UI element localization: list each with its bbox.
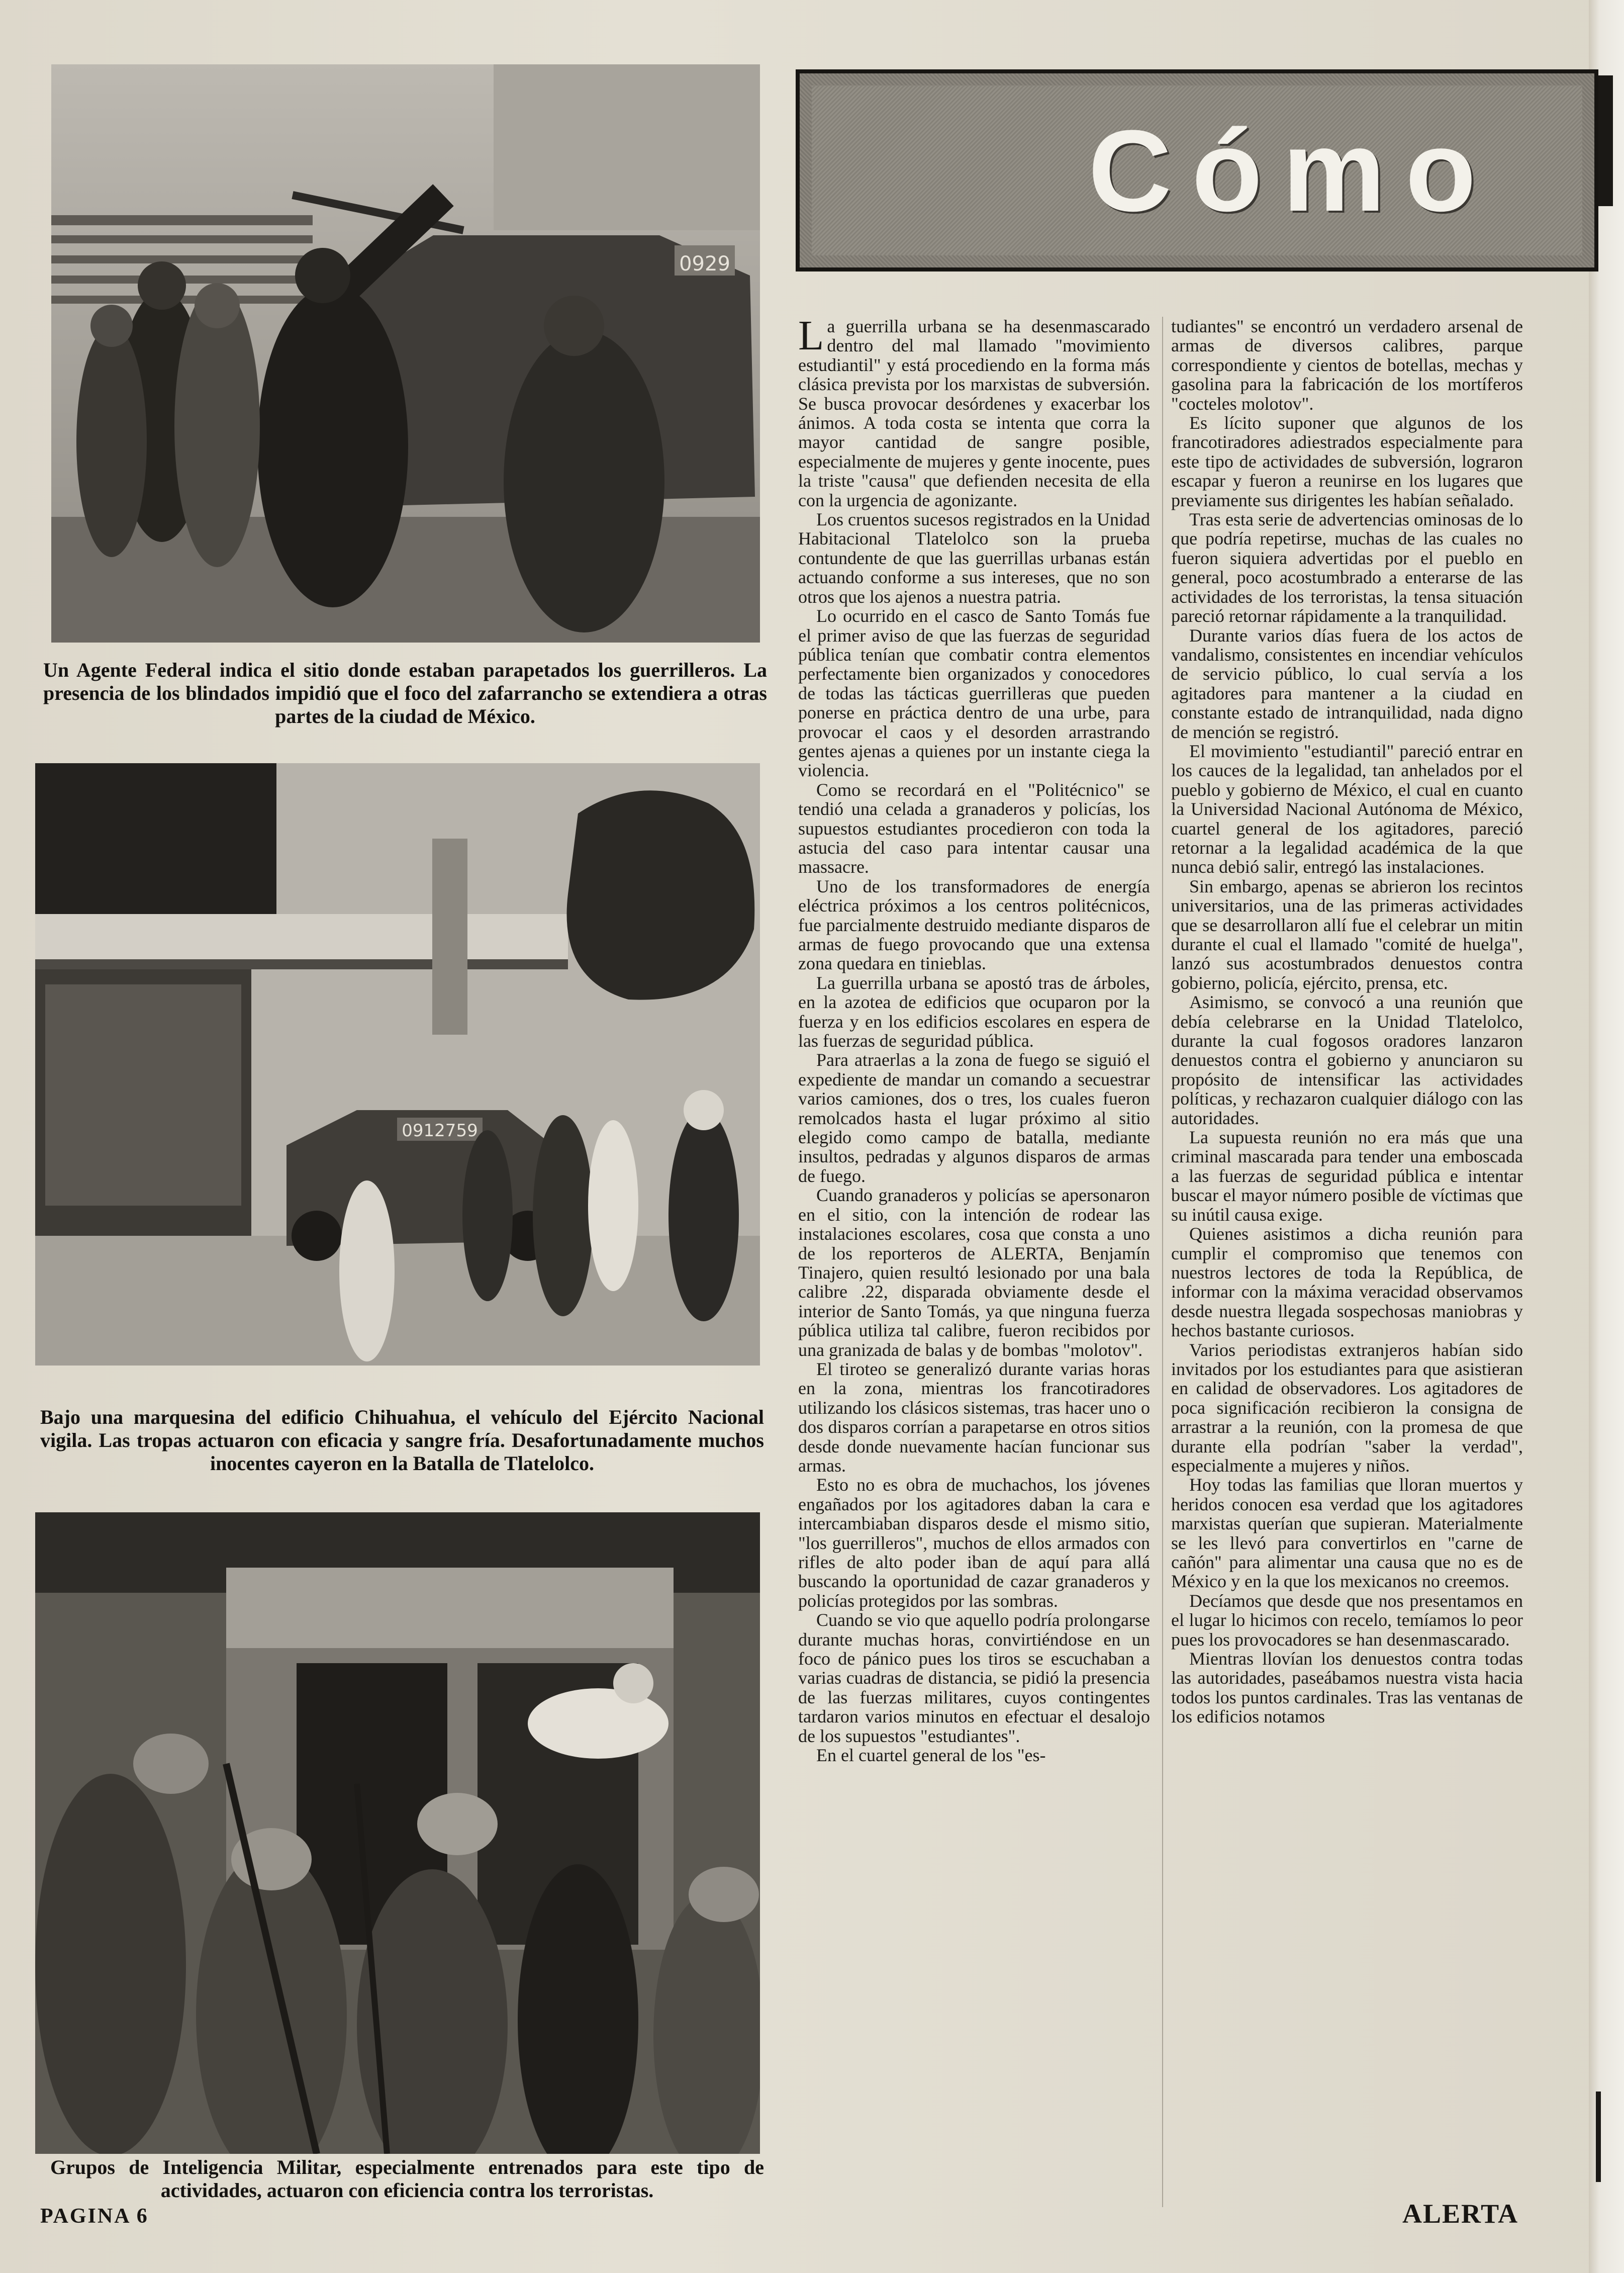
caption-photo3: Grupos de Inteligencia Militar, especialmente entrenados para este tipo de actividades, actuaron con eficiencia contra los terroristas. (50, 2156, 764, 2202)
article-paragraph: Varios periodistas extranjeros habían sido invitados por los estudiantes para que asistieran en calidad de observadores. Los agitadores de poca significación recibieron la consigna de arrastrar a la reunión, con la promesa de que durante ella podrían "saber la verdad", especialmente a mujeres y niños. (1171, 1339, 1523, 1476)
article-paragraph: Hoy todas las familias que lloran muertos y heridos conocen esa verdad que los agitadores marxistas querían que supieran. Materialmente se les llevó para convertirlos en "carne de cañón" para alimentar una causa que no es de México y en la que los mexicanos no creemos. (1171, 1475, 1523, 1592)
article-paragraph: El movimiento "estudiantil" pareció entrar en los cauces de la legalidad, tan anhelados por el pueblo y gobierno de México, el cual en cuanto la Universidad Nacional Autónoma de México, cuartel general de los agitadores, pareció retornar a la legalidad académica de la que nunca debió salir, entregó las instalaciones. (1171, 741, 1523, 877)
article-paragraph: La supuesta reunión no era más que una criminal mascarada para tender una emboscada a las fuerzas de seguridad pública e intentar buscar el mayor número posible de víctimas que su inútil causa exige. (1171, 1127, 1523, 1225)
photo-military-groups (35, 1512, 760, 2154)
article-paragraph: Tras esta serie de advertencias ominosas de lo que podría repetirse, muchas de las cuales no fueron siquiera advertidas por el pueblo en general, poco acostumbrado a enterarse de las actividades de los terroristas, la tensa situación pareció retornar rápidamente a la tranquilidad. (1171, 509, 1523, 626)
article-paragraph: Asimismo, se convocó a una reunión que debía celebrarse en la Unidad Tlatelolco, durante la cual fogosos oradores lanzaron denuestos contra el gobierno y anunciaron su propósito de intensificar las actividades políticas, y rechazaron cualquier diálogo con las autoridades. (1171, 992, 1523, 1128)
article-paragraph: Es lícito suponer que algunos de los francotiradores adiestrados especialmente para este tipo de actividades de subversión, lograron escapar y fueron a reunirse en los lugares que previamente sus dirigentes les habían señalado. (1171, 413, 1523, 510)
article-paragraph: tudiantes" se encontró un verdadero arsenal de armas de diversos calibres, parque correspondiente y cientos de botellas, mechas y gasolina para la fabricación de los mortíferos "cocteles molotov". (1171, 317, 1523, 414)
vehicle-number: 0912759 (402, 1121, 478, 1141)
article-column-2 (1171, 317, 1523, 2207)
caption-photo2: Bajo una marquesina del edificio Chihuahua, el vehículo del Ejército Nacional vigila. Las tropas actuaron con eficacia y sangre fría. Desafortunadamente muchos inocentes cayeron en la Batalla de Tlatelolco. (40, 1406, 764, 1475)
article-paragraph: En el cuartel general de los "es- (816, 1745, 1046, 1766)
article-paragraph: La guerrilla urbana se ha desenmascarado dentro del mal llamado "movimiento estudiantil" y está procediendo en la forma más clásica prevista por los marxistas de subversión. Se busca provocar desórdenes y exacerbar los ánimos. A toda costa se intenta que corra la mayor cantidad de sangre posible, especialmente de mujeres y gente inocente, pues la triste "causa" que defienden necesita de ella con la urgencia de agonizante. (798, 317, 1150, 510)
photo-agent-armored-vehicle (51, 64, 760, 643)
article-paragraph: Mientras llovían los denuestos contra todas las autoridades, paseábamos nuestra vista hacia todos los puntos cardinales. Tras las ventanas de los edificios notamos (1171, 1649, 1523, 1727)
article-paragraph: Uno de los transformadores de energía eléctrica próximos a los centros politécnicos, fue parcialmente destruido mediante disparos de armas de fuego provocando que una extensa zona quedara en tinieblas. (798, 876, 1150, 974)
headline: Cómo (1088, 106, 1496, 235)
article-paragraph: Durante varios días fuera de los actos de vandalismo, consistentes en incendiar vehículos de servicio público, lo cual servía a los agitadores para mantener a la ciudad en constante estado de intranquilidad, nada digno de mención se registró. (1171, 625, 1523, 742)
article-paragraph: Como se recordará en el "Politécnico" se tendió una celada a granaderos y policías, los supuestos estudiantes procedieron con toda la astucia del caso para intentar causar una massacre. (798, 779, 1150, 877)
drop-cap: L (798, 317, 824, 359)
column-divider (1162, 317, 1163, 2207)
page-edge (1589, 0, 1624, 2273)
edge-mark (1596, 2092, 1601, 2182)
vehicle-number: 0929 (679, 252, 730, 276)
article-paragraph: Los cruentos sucesos registrados en la Unidad Habitacional Tlatelolco son la prueba contundente de que las guerrillas urbanas están actuando conforme a sus intereses, que no son otros que los ajenos a nuestra patria. (798, 509, 1150, 607)
article-paragraph: Esto no es obra de muchachos, los jóvenes engañados por los agitadores daban la cara e intercambiaban disparos desde el mismo sitio, "los guerrilleros", muchos de ellos armados con rifles de alto poder iban de aquí para allá buscando la oportunidad de cazar granaderos y policías protegidos por las sombras. (798, 1475, 1150, 1611)
photo-marquee-vehicle (35, 763, 760, 1366)
article-paragraph: Lo ocurrido en el casco de Santo Tomás fue el primer aviso de que las fuerzas de seguridad pública tenían que combatir contra elementos perfectamente bien organizados y conocedores de todas las tácticas guerrilleras que pueden ponerse en práctica dentro de una urbe, para provocar el caos y el desorden arrastrando gentes ajenas a quienes por un instante ciega la violencia. (798, 606, 1150, 781)
article-paragraph: Cuando granaderos y policías se apersonaron en el sitio, con la intención de rodear las instalaciones escolares, cosa que consta a uno de los reporteros de ALERTA, Benjamín Tinajero, quien resultó lesionado por una bala calibre .22, disparada obviamente desde el interior de Santo Tomás, ya que ninguna fuerza pública utiliza tal calibre, fueron recibidos por una granizada de balas y de bombas "molotov". (798, 1185, 1150, 1360)
article-paragraph: La guerrilla urbana se apostó tras de árboles, en la azotea de edificios que ocuparon por la fuerza y en los edificios escolares en espera de las fuerzas de seguridad pública. (798, 972, 1150, 1051)
article-paragraph: Decíamos que desde que nos presentamos en el lugar lo hicimos con recelo, temíamos lo peor pues los provocadores se han desenmascarado. (1171, 1590, 1523, 1650)
article-paragraph: Quienes asistimos a dicha reunión para cumplir el compromiso que tenemos con nuestros lectores de toda la República, de informar con la máxima veracidad observamos desde nuestra llegada sospechosas maniobras y hechos bastante curiosos. (1171, 1224, 1523, 1341)
article-paragraph: El tiroteo se generalizó durante varias horas en la zona, mientras los francotiradores utilizando los clásicos sistemas, tras hacer uno o dos disparos corrían a parapetarse en otros sitios desde donde nuevamente hacían funcionar sus armas. (798, 1358, 1150, 1476)
article-column-1 (798, 317, 1150, 2207)
article-paragraph: Cuando se vio que aquello podría prolongarse durante muchas horas, convirtiéndose en un foco de pánico pues los tiros se escuchaban a varias cuadras de distancia, se pidió la presencia de las fuerzas militares, cuyos contingentes tardaron varios minutos en efectuar el desalojo de los supuestos "estudiantes". (798, 1610, 1150, 1746)
page-number: PAGINA 6 (40, 2205, 149, 2228)
caption-photo1: Un Agente Federal indica el sitio donde estaban parapetados los guerrilleros. La presencia de los blindados impidió que el foco del zafarrancho se extendiera a otras partes de la ciudad de México. (43, 659, 767, 728)
article-paragraph: Sin embargo, apenas se abrieron los recintos universitarios, una de las primeras actividades que se desarrollaron allí fue el celebrar un mitin durante el cual el llamado "comité de huelga", lanzó sus acostumbrados denuestos contra gobierno, policía, ejército, prensa, etc. (1171, 876, 1523, 993)
publication-name: ALERTA (1402, 2199, 1519, 2229)
article-paragraph: Para atraerlas a la zona de fuego se siguió el expediente de mandar un comando a secuestrar varios camiones, dos o tres, los cuales fueron remolcados hasta el lugar próximo al sitio elegido como campo de batalla, mediante insultos, pedradas y algunos disparos de armas de fuego. (798, 1050, 1150, 1186)
